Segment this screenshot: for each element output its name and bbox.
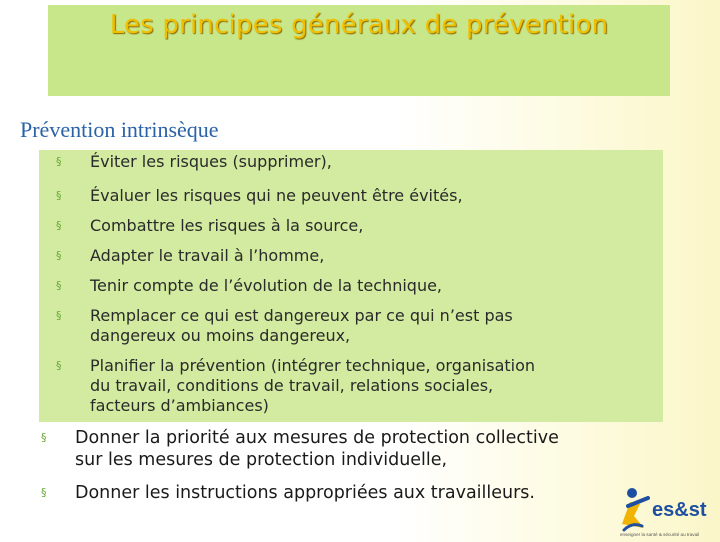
- person-figure-icon: [618, 484, 714, 538]
- bullet-line: dangereux ou moins dangereux,: [90, 326, 351, 345]
- bullet-marker: §: [56, 249, 62, 262]
- title-box: [48, 5, 670, 96]
- bullet-line: Planifier la prévention (intégrer technique, organisation: [90, 356, 536, 375]
- esst-logo: [618, 484, 714, 538]
- list-item: [56, 306, 513, 346]
- bullet-text: Évaluer les risques qui ne peuvent être évités,: [90, 186, 463, 205]
- bullet-text: [56, 306, 513, 346]
- list-item: [56, 276, 442, 296]
- list-item: [56, 216, 363, 236]
- bullet-marker: §: [56, 279, 62, 292]
- list-item: [41, 482, 535, 504]
- list-item: [56, 186, 463, 206]
- list-item: [56, 152, 332, 172]
- bullet-marker: §: [56, 359, 62, 372]
- bullet-text: Tenir compte de l’évolution de la technique,: [90, 276, 443, 295]
- bullet-text: Éviter les risques (supprimer),: [90, 152, 332, 171]
- bullet-marker: §: [56, 219, 62, 232]
- bullet-marker: §: [56, 155, 62, 168]
- list-item: [56, 356, 535, 416]
- bullet-line: Remplacer ce qui est dangereux par ce qui n’est pas: [90, 306, 513, 325]
- bullet-line: Donner la priorité aux mesures de protection collective: [75, 428, 559, 448]
- bullet-text: Adapter le travail à l’homme,: [90, 246, 325, 265]
- slide-subtitle: Prévention intrinsèque: [20, 117, 219, 142]
- bullet-marker: §: [41, 486, 47, 499]
- bullet-line: sur les mesures de protection individuelle,: [75, 450, 448, 470]
- list-item: [41, 427, 559, 471]
- bullet-line: du travail, conditions de travail, relations sociales,: [90, 376, 494, 395]
- bullet-marker: §: [56, 309, 62, 322]
- slide-title: Les principes généraux de prévention: [109, 10, 609, 40]
- bullet-text: [41, 427, 559, 471]
- list-item: [56, 246, 324, 266]
- bullet-line: facteurs d’ambiances): [90, 396, 269, 415]
- logo-text: es&st: [652, 499, 707, 521]
- bullet-text: Combattre les risques à la source,: [90, 216, 364, 235]
- bullet-marker: §: [41, 431, 47, 444]
- logo-tagline: enseigner la santé & sécurité au travail: [620, 532, 700, 537]
- bullet-text: Donner les instructions appropriées aux travailleurs.: [75, 483, 535, 503]
- bullet-marker: §: [56, 189, 62, 202]
- bullet-text: [56, 356, 535, 416]
